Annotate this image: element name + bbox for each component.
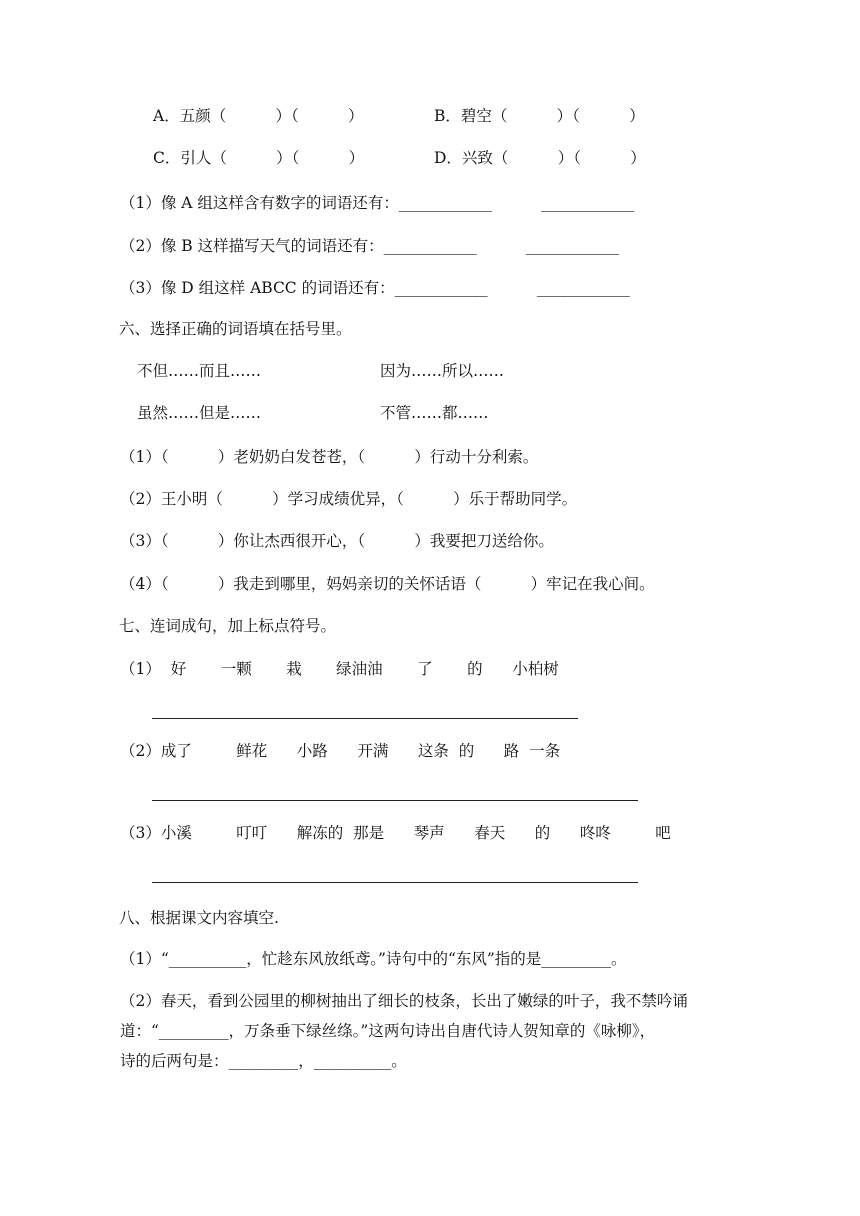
- sec7-question-1: （1） 好 一颗 栽 绿油油 了 的 小柏树: [120, 660, 559, 678]
- sec5-question-2: （2）像 B 这样描写天气的词语还有：____________ ____________: [120, 237, 619, 255]
- sec6-question-4: （4）（ ）我走到哪里，妈妈亲切的关怀话语（ ）牢记在我心间。: [120, 575, 655, 593]
- conjunction-choice-4: 不管……都……: [380, 404, 489, 422]
- sec8-title: 八、根据课文内容填空.: [119, 909, 279, 927]
- sec7-question-2: （2）成了 鲜花 小路 开满 这条 的 路 一条: [120, 742, 561, 760]
- sec8-question-2-line-2: 道：“_________，万条垂下绿丝绦。”这两句诗出自唐代诗人贺知章的《咏柳》，: [120, 1022, 656, 1040]
- sec7-title: 七、连词成句，加上标点符号。: [119, 617, 337, 635]
- conjunction-choice-1: 不但……而且……: [137, 362, 262, 380]
- conjunction-choice-2: 因为……所以……: [380, 362, 505, 380]
- answer-line-3: [152, 882, 638, 883]
- option-a: A．五颜（ ）（ ）: [153, 107, 364, 125]
- sec8-question-2-line-1: （2）春天，看到公园里的柳树抽出了细长的枝条，长出了嫩绿的叶子，我不禁吟诵: [120, 992, 688, 1010]
- conjunction-choice-3: 虽然……但是……: [137, 404, 262, 422]
- sec8-question-1: （1）“__________，忙趁东风放纸鸢。”诗句中的“东风”指的是_________。: [120, 950, 627, 968]
- sec5-question-3: （3）像 D 组这样 ABCC 的词语还有：____________ ____________: [120, 279, 630, 297]
- option-b: B．碧空（ ）（ ）: [434, 107, 645, 125]
- sec6-title: 六、选择正确的词语填在括号里。: [119, 320, 352, 338]
- sec7-question-3: （3）小溪 叮叮 解冻的 那是 琴声 春天 的 咚咚 吧: [120, 824, 671, 842]
- sec6-question-1: （1）（ ）老奶奶白发苍苍，（ ）行动十分利索。: [120, 448, 539, 466]
- answer-line-2: [152, 800, 638, 801]
- sec8-question-2-line-3: 诗的后两句是：_________，__________。: [120, 1052, 407, 1070]
- sec6-question-3: （3）（ ）你让杰西很开心，（ ）我要把刀送给你。: [120, 532, 554, 550]
- sec5-question-1: （1）像 A 组这样含有数字的词语还有：____________ ____________: [120, 194, 635, 212]
- option-d: D．兴致（ ）（ ）: [434, 149, 646, 167]
- option-c: C．引人（ ）（ ）: [153, 149, 365, 167]
- sec6-question-2: （2）王小明（ ）学习成绩优异，（ ）乐于帮助同学。: [120, 490, 578, 508]
- answer-line-1: [152, 718, 578, 719]
